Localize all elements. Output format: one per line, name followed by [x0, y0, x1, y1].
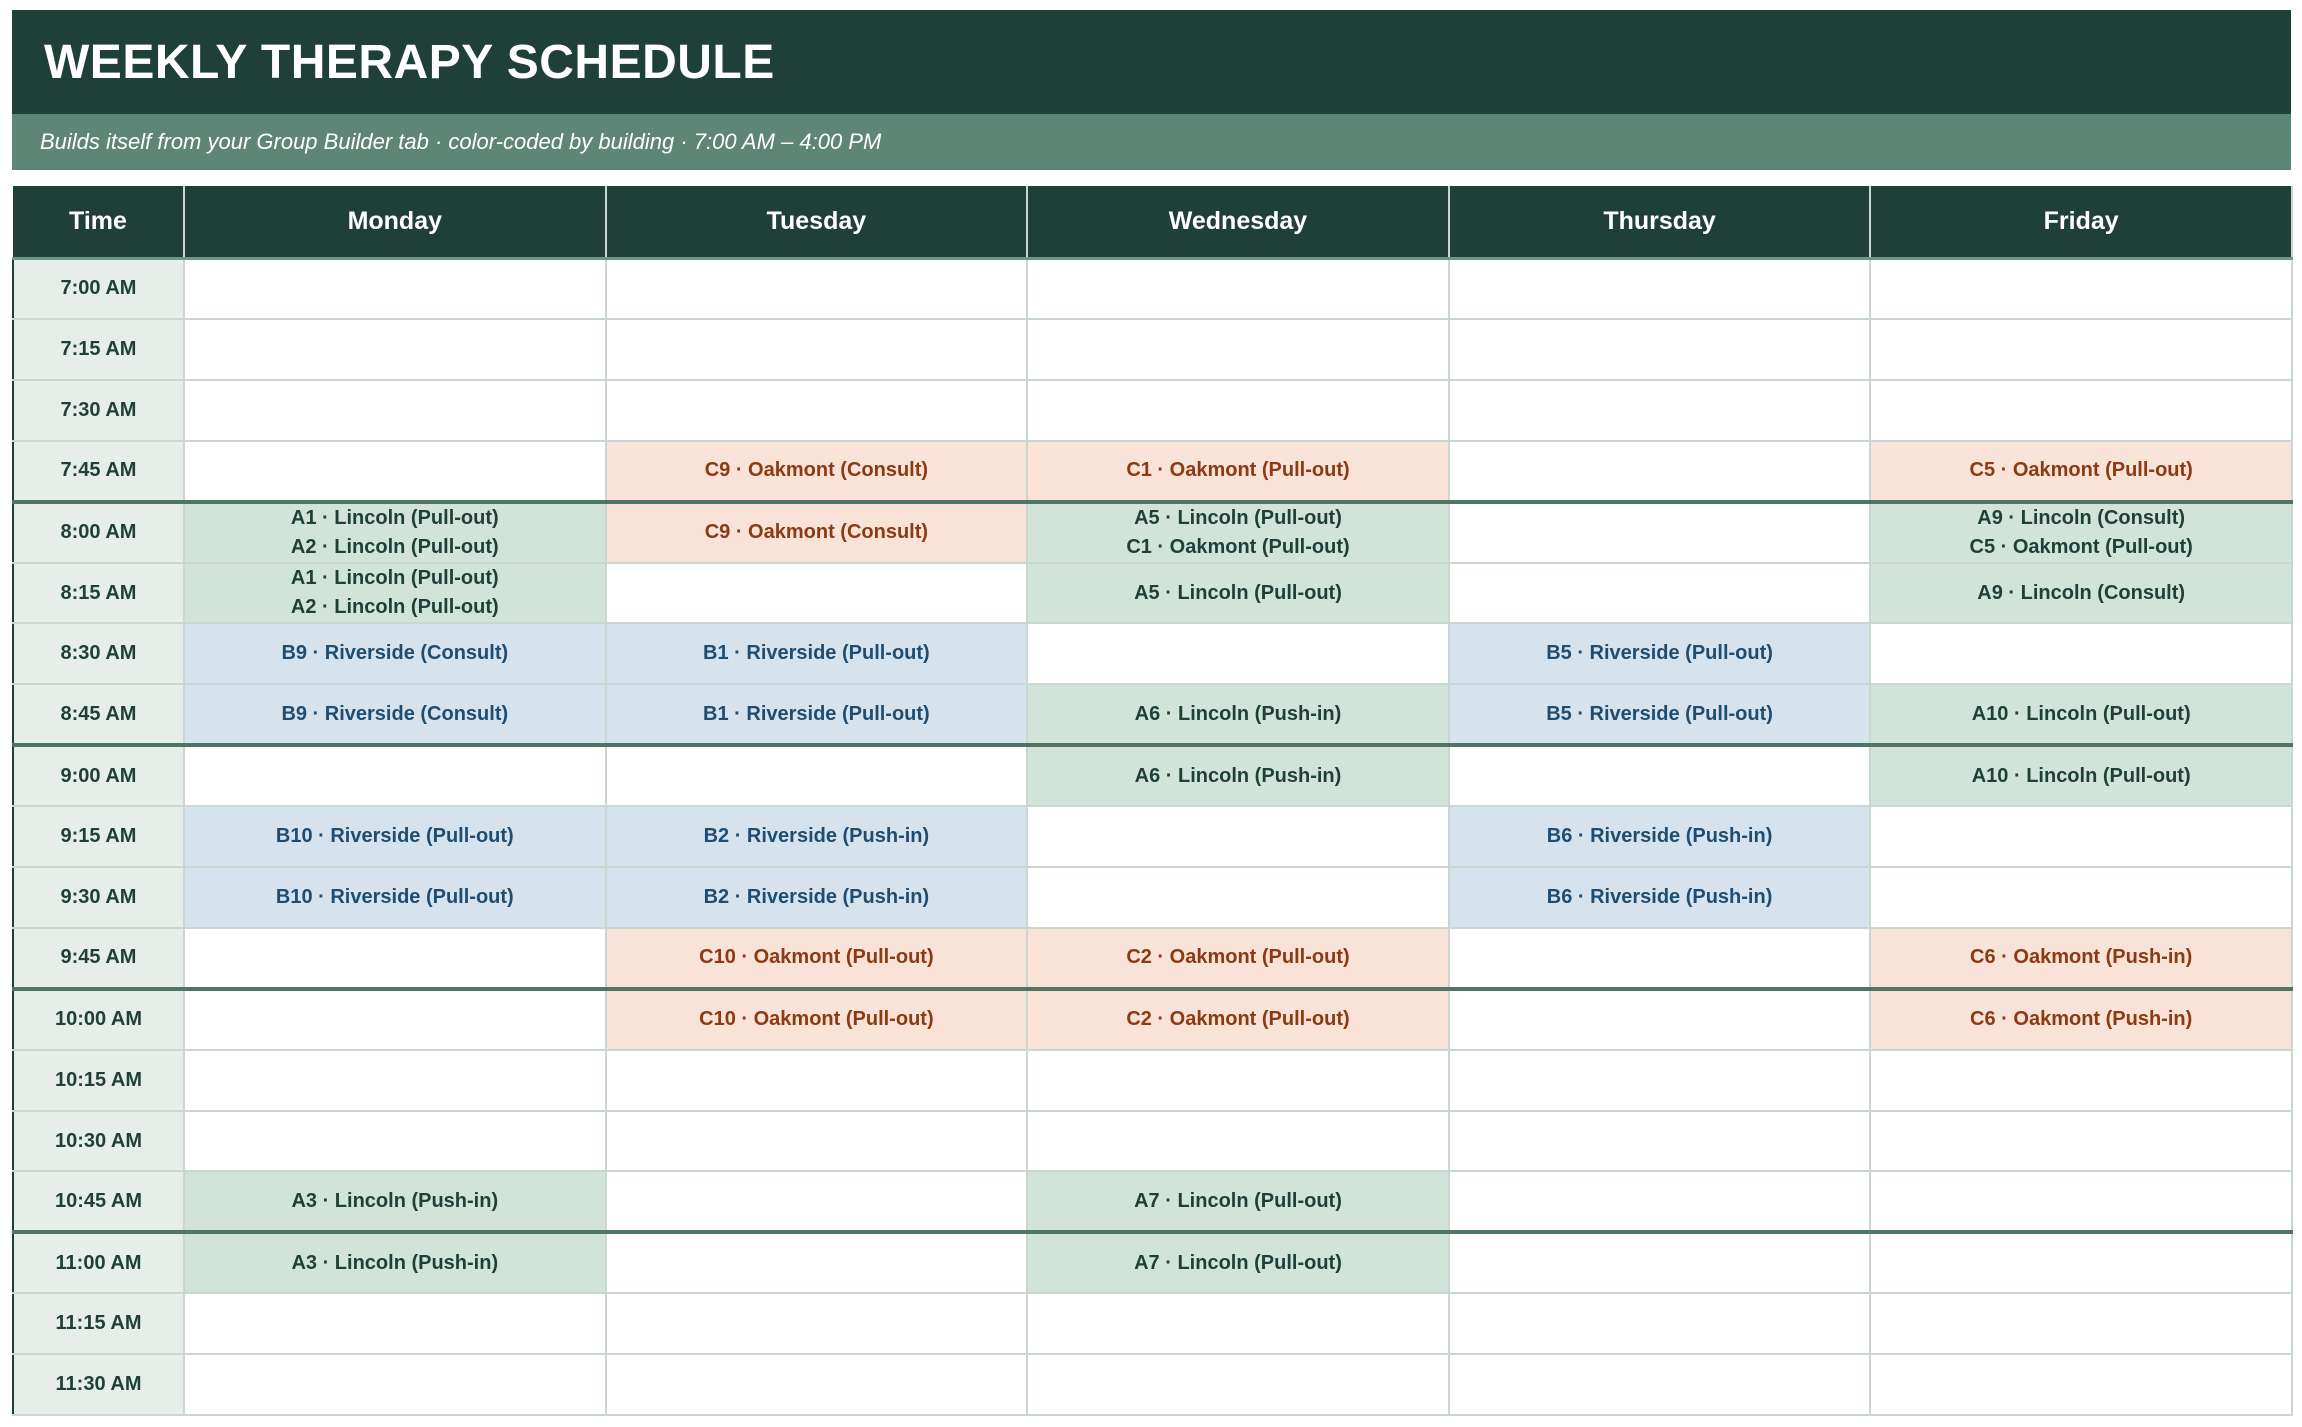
time-slot-label: 7:00 AM: [13, 258, 184, 319]
table-row: [13, 745, 2292, 806]
schedule-cell-thursday[interactable]: [1449, 1050, 1871, 1111]
session-entry: B5 · Riverside (Pull-out): [1546, 642, 1773, 665]
weekly-schedule-table: [12, 186, 2293, 1416]
schedule-cell-wednesday[interactable]: [1027, 502, 1449, 563]
schedule-cell-tuesday[interactable]: [606, 1050, 1028, 1111]
session-entry: A6 · Lincoln (Push-in): [1134, 702, 1342, 725]
session-entry: B9 · Riverside (Consult): [281, 702, 509, 725]
schedule-cell-friday[interactable]: [1870, 441, 2292, 502]
schedule-cell-friday[interactable]: [1870, 745, 2292, 806]
schedule-subtitle-bar: [12, 114, 2291, 170]
time-slot-label: 10:15 AM: [13, 1050, 184, 1111]
schedule-cell-monday[interactable]: [184, 989, 606, 1050]
session-entry: A10 · Lincoln (Pull-out): [1971, 764, 2191, 787]
table-row: [13, 623, 2292, 684]
schedule-cell-wednesday[interactable]: [1027, 867, 1449, 928]
table-row: [13, 319, 2292, 380]
schedule-cell-thursday[interactable]: [1449, 623, 1871, 684]
table-row: [13, 1293, 2292, 1354]
time-slot-label: 10:00 AM: [13, 989, 184, 1050]
schedule-cell-monday[interactable]: [184, 1171, 606, 1232]
schedule-cell-wednesday[interactable]: [1027, 1050, 1449, 1111]
schedule-cell-wednesday[interactable]: [1027, 806, 1449, 867]
session-entry: B6 · Riverside (Push-in): [1546, 885, 1773, 908]
time-slot-label: 11:15 AM: [13, 1293, 184, 1354]
session-entry: B10 · Riverside (Pull-out): [275, 885, 514, 908]
schedule-cell-monday[interactable]: [184, 563, 606, 624]
column-header-time: Time: [13, 186, 184, 258]
schedule-cell-monday[interactable]: [184, 1050, 606, 1111]
schedule-cell-tuesday[interactable]: [606, 989, 1028, 1050]
schedule-cell-monday[interactable]: [184, 502, 606, 563]
schedule-cell-friday[interactable]: [1870, 563, 2292, 624]
schedule-cell-thursday[interactable]: [1449, 806, 1871, 867]
table-row: [13, 989, 2292, 1050]
table-row: [13, 1354, 2292, 1415]
page-title: WEEKLY THERAPY SCHEDULE: [44, 35, 775, 89]
schedule-cell-tuesday[interactable]: [606, 928, 1028, 989]
table-row: [13, 867, 2292, 928]
session-entry: A9 · Lincoln (Consult): [1977, 506, 2186, 529]
schedule-cell-monday[interactable]: [184, 684, 606, 745]
schedule-cell-wednesday[interactable]: [1027, 258, 1449, 319]
schedule-cell-thursday[interactable]: [1449, 563, 1871, 624]
session-entry: B1 · Riverside (Pull-out): [703, 642, 930, 665]
schedule-cell-tuesday[interactable]: [606, 684, 1028, 745]
schedule-cell-wednesday[interactable]: [1027, 1111, 1449, 1172]
schedule-cell-monday[interactable]: [184, 928, 606, 989]
schedule-cell-monday[interactable]: [184, 1293, 606, 1354]
session-entry: C10 · Oakmont (Pull-out): [699, 946, 934, 969]
session-entry: A7 · Lincoln (Pull-out): [1134, 1189, 1342, 1212]
session-entry: A1 · Lincoln (Pull-out): [290, 567, 499, 589]
schedule-cell-thursday[interactable]: [1449, 441, 1871, 502]
session-entry: B6 · Riverside (Push-in): [1546, 825, 1773, 848]
schedule-cell-wednesday[interactable]: [1027, 380, 1449, 441]
schedule-cell-tuesday[interactable]: [606, 380, 1028, 441]
session-entry: A3 · Lincoln (Push-in): [291, 1189, 499, 1212]
session-entry: C5 · Oakmont (Pull-out): [1969, 535, 2193, 558]
schedule-cell-thursday[interactable]: [1449, 258, 1871, 319]
schedule-cell-monday[interactable]: [184, 806, 606, 867]
table-row: [13, 1171, 2292, 1232]
session-entry: C6 · Oakmont (Push-in): [1970, 1008, 2193, 1031]
schedule-cell-friday[interactable]: [1870, 380, 2292, 441]
schedule-cell-friday[interactable]: [1870, 1171, 2292, 1232]
session-entry: A2 · Lincoln (Pull-out): [290, 535, 499, 558]
session-entry: A2 · Lincoln (Pull-out): [290, 596, 499, 618]
schedule-cell-wednesday[interactable]: [1027, 1293, 1449, 1354]
session-entry: C2 · Oakmont (Pull-out): [1126, 946, 1350, 969]
session-entry: C1 · Oakmont (Pull-out): [1126, 459, 1350, 482]
schedule-cell-friday[interactable]: [1870, 623, 2292, 684]
session-entry: A5 · Lincoln (Pull-out): [1134, 506, 1342, 529]
schedule-cell-wednesday[interactable]: [1027, 623, 1449, 684]
time-slot-label: 7:45 AM: [13, 441, 184, 502]
schedule-cell-thursday[interactable]: [1449, 928, 1871, 989]
column-header-thursday: Thursday: [1449, 186, 1871, 258]
schedule-cell-wednesday[interactable]: [1027, 319, 1449, 380]
time-slot-label: 11:00 AM: [13, 1232, 184, 1293]
schedule-cell-monday[interactable]: [184, 745, 606, 806]
session-entry: A7 · Lincoln (Pull-out): [1134, 1251, 1342, 1274]
schedule-cell-thursday[interactable]: [1449, 1354, 1871, 1415]
time-slot-label: 8:15 AM: [13, 563, 184, 624]
schedule-cell-thursday[interactable]: [1449, 867, 1871, 928]
schedule-cell-thursday[interactable]: [1449, 319, 1871, 380]
schedule-cell-friday[interactable]: [1870, 1050, 2292, 1111]
column-header-tuesday: Tuesday: [606, 186, 1028, 258]
schedule-cell-monday[interactable]: [184, 441, 606, 502]
time-slot-label: 7:30 AM: [13, 380, 184, 441]
schedule-cell-thursday[interactable]: [1449, 502, 1871, 563]
schedule-cell-thursday[interactable]: [1449, 684, 1871, 745]
session-entry: B10 · Riverside (Pull-out): [275, 825, 514, 848]
column-header-wednesday: Wednesday: [1027, 186, 1449, 258]
schedule-cell-tuesday[interactable]: [606, 623, 1028, 684]
table-row: [13, 380, 2292, 441]
schedule-cell-tuesday[interactable]: [606, 1111, 1028, 1172]
session-entry: C2 · Oakmont (Pull-out): [1126, 1008, 1350, 1031]
schedule-cell-wednesday[interactable]: [1027, 1232, 1449, 1293]
session-entry: A1 · Lincoln (Pull-out): [290, 506, 499, 529]
time-slot-label: 10:30 AM: [13, 1111, 184, 1172]
session-entry: A10 · Lincoln (Pull-out): [1971, 702, 2191, 725]
schedule-cell-friday[interactable]: [1870, 1354, 2292, 1415]
schedule-cell-thursday[interactable]: [1449, 1232, 1871, 1293]
schedule-cell-tuesday[interactable]: [606, 258, 1028, 319]
schedule-cell-friday[interactable]: [1870, 928, 2292, 989]
time-slot-label: 9:00 AM: [13, 745, 184, 806]
session-entry: A3 · Lincoln (Push-in): [291, 1251, 499, 1274]
session-entry: C1 · Oakmont (Pull-out): [1126, 535, 1350, 558]
schedule-cell-thursday[interactable]: [1449, 380, 1871, 441]
schedule-cell-tuesday[interactable]: [606, 806, 1028, 867]
time-slot-label: 7:15 AM: [13, 319, 184, 380]
schedule-cell-wednesday[interactable]: [1027, 1171, 1449, 1232]
time-slot-label: 9:45 AM: [13, 928, 184, 989]
schedule-cell-friday[interactable]: [1870, 319, 2292, 380]
session-entry: B2 · Riverside (Push-in): [703, 825, 930, 848]
session-entry: B1 · Riverside (Pull-out): [703, 702, 930, 725]
time-slot-label: 8:30 AM: [13, 623, 184, 684]
schedule-cell-friday[interactable]: [1870, 502, 2292, 563]
schedule-cell-friday[interactable]: [1870, 867, 2292, 928]
table-row: [13, 502, 2292, 563]
table-row: [13, 1050, 2292, 1111]
time-slot-label: 9:30 AM: [13, 867, 184, 928]
schedule-cell-thursday[interactable]: [1449, 745, 1871, 806]
schedule-cell-thursday[interactable]: [1449, 1171, 1871, 1232]
time-slot-label: 11:30 AM: [13, 1354, 184, 1415]
page-subtitle: Builds itself from your Group Builder tab · color-coded by building · 7:00 AM – 4:00 PM: [40, 129, 882, 154]
schedule-cell-tuesday[interactable]: [606, 1232, 1028, 1293]
schedule-cell-wednesday[interactable]: [1027, 1354, 1449, 1415]
schedule-cell-tuesday[interactable]: [606, 1293, 1028, 1354]
session-entry: B2 · Riverside (Push-in): [703, 885, 930, 908]
table-row: [13, 684, 2292, 745]
time-slot-label: 9:15 AM: [13, 806, 184, 867]
table-row: [13, 441, 2292, 502]
schedule-cell-friday[interactable]: [1870, 1232, 2292, 1293]
schedule-cell-wednesday[interactable]: [1027, 684, 1449, 745]
table-row: [13, 806, 2292, 867]
time-slot-label: 8:45 AM: [13, 684, 184, 745]
session-entry: C5 · Oakmont (Pull-out): [1969, 459, 2193, 482]
schedule-cell-tuesday[interactable]: [606, 319, 1028, 380]
schedule-cell-monday[interactable]: [184, 1111, 606, 1172]
session-entry: C9 · Oakmont (Consult): [704, 521, 929, 544]
table-row: [13, 258, 2292, 319]
time-slot-label: 10:45 AM: [13, 1171, 184, 1232]
schedule-cell-monday[interactable]: [184, 319, 606, 380]
schedule-cell-thursday[interactable]: [1449, 1293, 1871, 1354]
schedule-cell-monday[interactable]: [184, 258, 606, 319]
schedule-cell-tuesday[interactable]: [606, 563, 1028, 624]
schedule-cell-thursday[interactable]: [1449, 1111, 1871, 1172]
schedule-cell-monday[interactable]: [184, 867, 606, 928]
table-row: [13, 563, 2292, 624]
schedule-cell-monday[interactable]: [184, 380, 606, 441]
schedule-cell-monday[interactable]: [184, 1354, 606, 1415]
session-entry: A6 · Lincoln (Push-in): [1134, 764, 1342, 787]
schedule-cell-tuesday[interactable]: [606, 502, 1028, 563]
schedule-cell-friday[interactable]: [1870, 684, 2292, 745]
schedule-cell-tuesday[interactable]: [606, 867, 1028, 928]
session-entry: C6 · Oakmont (Push-in): [1970, 946, 2193, 969]
session-entry: A9 · Lincoln (Consult): [1977, 581, 2186, 604]
schedule-cell-wednesday[interactable]: [1027, 563, 1449, 624]
schedule-cell-friday[interactable]: [1870, 1111, 2292, 1172]
schedule-cell-wednesday[interactable]: [1027, 745, 1449, 806]
schedule-cell-friday[interactable]: [1870, 1293, 2292, 1354]
schedule-cell-friday[interactable]: [1870, 989, 2292, 1050]
time-slot-label: 8:00 AM: [13, 502, 184, 563]
schedule-body: [13, 258, 2292, 1415]
schedule-cell-tuesday[interactable]: [606, 1354, 1028, 1415]
schedule-cell-tuesday[interactable]: [606, 1171, 1028, 1232]
schedule-cell-wednesday[interactable]: [1027, 441, 1449, 502]
schedule-cell-friday[interactable]: [1870, 258, 2292, 319]
schedule-cell-wednesday[interactable]: [1027, 989, 1449, 1050]
session-entry: B9 · Riverside (Consult): [281, 642, 509, 665]
column-header-monday: Monday: [184, 186, 606, 258]
table-row: [13, 1232, 2292, 1293]
schedule-cell-wednesday[interactable]: [1027, 928, 1449, 989]
table-row: [13, 928, 2292, 989]
session-entry: B5 · Riverside (Pull-out): [1546, 702, 1773, 725]
schedule-cell-monday[interactable]: [184, 1232, 606, 1293]
session-entry: C9 · Oakmont (Consult): [704, 459, 929, 482]
header-row: [13, 186, 2292, 258]
table-row: [13, 1111, 2292, 1172]
schedule-header-banner: [12, 10, 2291, 114]
schedule-cell-monday[interactable]: [184, 623, 606, 684]
column-header-friday: Friday: [1870, 186, 2292, 258]
schedule-cell-tuesday[interactable]: [606, 745, 1028, 806]
schedule-cell-friday[interactable]: [1870, 806, 2292, 867]
schedule-cell-tuesday[interactable]: [606, 441, 1028, 502]
session-entry: C10 · Oakmont (Pull-out): [699, 1008, 934, 1031]
schedule-cell-thursday[interactable]: [1449, 989, 1871, 1050]
session-entry: A5 · Lincoln (Pull-out): [1134, 581, 1342, 604]
